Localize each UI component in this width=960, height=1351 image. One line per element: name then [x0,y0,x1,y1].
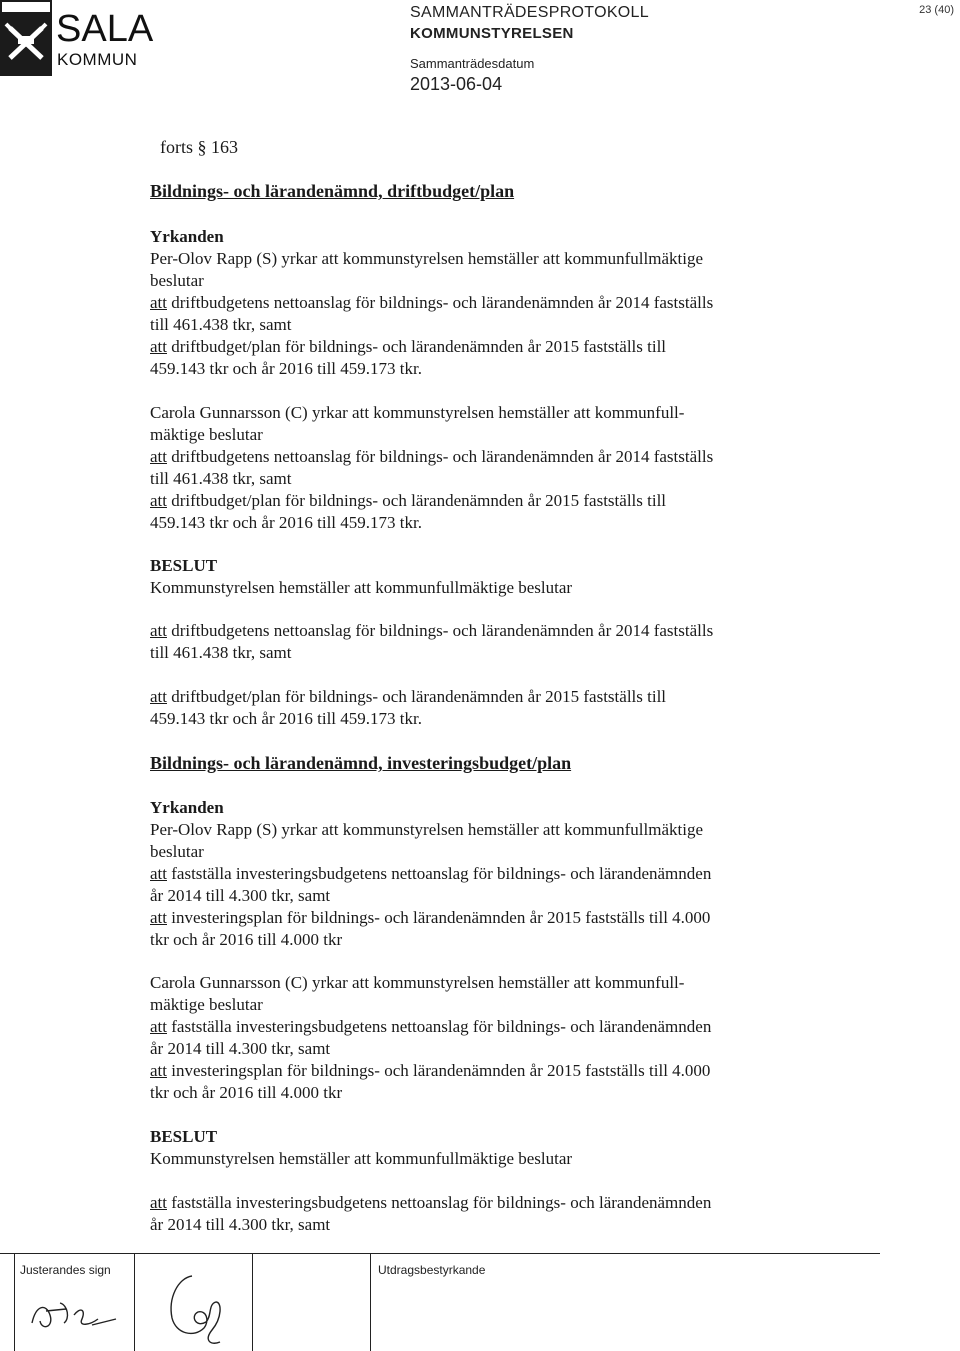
text-line: 459.143 tkr och år 2016 till 459.173 tkr. [150,359,422,378]
footer-cell-border [14,1253,15,1351]
text-line: Kommunstyrelsen hemställer att kommunfullmäktige beslutar [150,578,573,597]
att-marker: att [150,337,167,356]
att-marker: att [150,687,167,706]
text-span: driftbudget/plan för bildnings- och lärandenämnden år 2015 fastställs till [167,687,667,706]
coat-of-arms-icon [0,0,52,76]
text-line [150,907,710,929]
section-heading-investeringsbudget: Bildnings- och lärandenämnd, investeringsbudget/plan [150,753,572,773]
text-line: tkr och år 2016 till 4.000 tkr [150,1083,343,1102]
logo-subtitle: KOMMUN [57,50,138,69]
yrkanden-heading: Yrkanden [150,798,224,817]
paragraph-reference: forts § 163 [160,137,238,157]
att-marker: att [150,491,167,510]
text-line [150,292,713,314]
text-span: fastställa investeringsbudgetens nettoanslag för bildnings- och lärandenämnden [167,1193,712,1212]
text-span: driftbudget/plan för bildnings- och lärandenämnden år 2015 fastställs till [167,337,667,356]
date-label: Sammanträdesdatum [410,56,535,71]
organization-name: KOMMUNSTYRELSEN [410,25,574,42]
att-marker: att [150,1061,167,1080]
signature-2 [150,1262,240,1350]
footer-cell-border [134,1253,135,1351]
text-span: driftbudgetens nettoanslag för bildnings- och lärandenämnden år 2014 fastställs [167,447,714,466]
att-marker: att [150,293,167,312]
sala-kommun-logo [0,0,154,80]
page-number: 23 (40) [919,4,954,16]
text-span: investeringsplan för bildnings- och lärandenämnden år 2015 fastställs till 4.000 [167,1061,711,1080]
text-span: fastställa investeringsbudgetens nettoanslag för bildnings- och lärandenämnden [167,1017,712,1036]
text-line: mäktige beslutar [150,425,263,444]
text-line: 459.143 tkr och år 2016 till 459.173 tkr. [150,709,422,728]
text-line: beslutar [150,271,204,290]
text-line [150,620,713,642]
att-marker: att [150,908,167,927]
text-line: mäktige beslutar [150,995,263,1014]
document-title: SAMMANTRÄDESPROTOKOLL [410,4,649,21]
beslut-heading: BESLUT [150,556,218,575]
signature-1 [20,1285,120,1340]
logo-wordmark: SALA [56,8,154,50]
text-line: Per-Olov Rapp (S) yrkar att kommunstyrelsen hemställer att kommunfullmäktige [150,820,703,839]
text-span: investeringsplan för bildnings- och lärandenämnden år 2015 fastställs till 4.000 [167,908,711,927]
text-line: 459.143 tkr och år 2016 till 459.173 tkr. [150,513,422,532]
att-marker: att [150,447,167,466]
meeting-date: 2013-06-04 [410,74,503,94]
text-line: Per-Olov Rapp (S) yrkar att kommunstyrelsen hemställer att kommunfullmäktige [150,249,703,268]
text-line [150,336,666,358]
text-line: beslutar [150,842,204,861]
text-line: år 2014 till 4.300 tkr, samt [150,1215,331,1234]
text-line: år 2014 till 4.300 tkr, samt [150,886,331,905]
text-line [150,490,666,512]
text-line: till 461.438 tkr, samt [150,469,292,488]
text-line: till 461.438 tkr, samt [150,315,292,334]
att-marker: att [150,1193,167,1212]
text-line: Kommunstyrelsen hemställer att kommunfullmäktige beslutar [150,1149,573,1168]
section-heading-driftbudget: Bildnings- och lärandenämnd, driftbudget/plan [150,181,515,201]
footer-cell-border [370,1253,371,1351]
footer-divider [0,1253,880,1254]
justerandes-sign-label: Justerandes sign [20,1263,111,1277]
text-line [150,1060,710,1082]
text-line: tkr och år 2016 till 4.000 tkr [150,930,343,949]
text-line [150,1192,711,1214]
beslut-heading: BESLUT [150,1127,218,1146]
text-line: år 2014 till 4.300 tkr, samt [150,1039,331,1058]
footer-cell-border [252,1253,253,1351]
text-line [150,863,711,885]
text-line: till 461.438 tkr, samt [150,643,292,662]
text-span: driftbudgetens nettoanslag för bildnings- och lärandenämnden år 2014 fastställs [167,293,714,312]
utdragsbestyrkande-label: Utdragsbestyrkande [378,1263,486,1277]
text-line [150,1016,711,1038]
text-line [150,686,666,708]
att-marker: att [150,621,167,640]
text-line [150,446,713,468]
text-line: Carola Gunnarsson (C) yrkar att kommunstyrelsen hemställer att kommunfull- [150,973,685,992]
att-marker: att [150,864,167,883]
text-line: Carola Gunnarsson (C) yrkar att kommunstyrelsen hemställer att kommunfull- [150,403,685,422]
text-span: driftbudget/plan för bildnings- och lärandenämnden år 2015 fastställs till [167,491,667,510]
yrkanden-heading: Yrkanden [150,227,224,246]
att-marker: att [150,1017,167,1036]
text-span: driftbudgetens nettoanslag för bildnings- och lärandenämnden år 2014 fastställs [167,621,714,640]
text-span: fastställa investeringsbudgetens nettoanslag för bildnings- och lärandenämnden [167,864,712,883]
